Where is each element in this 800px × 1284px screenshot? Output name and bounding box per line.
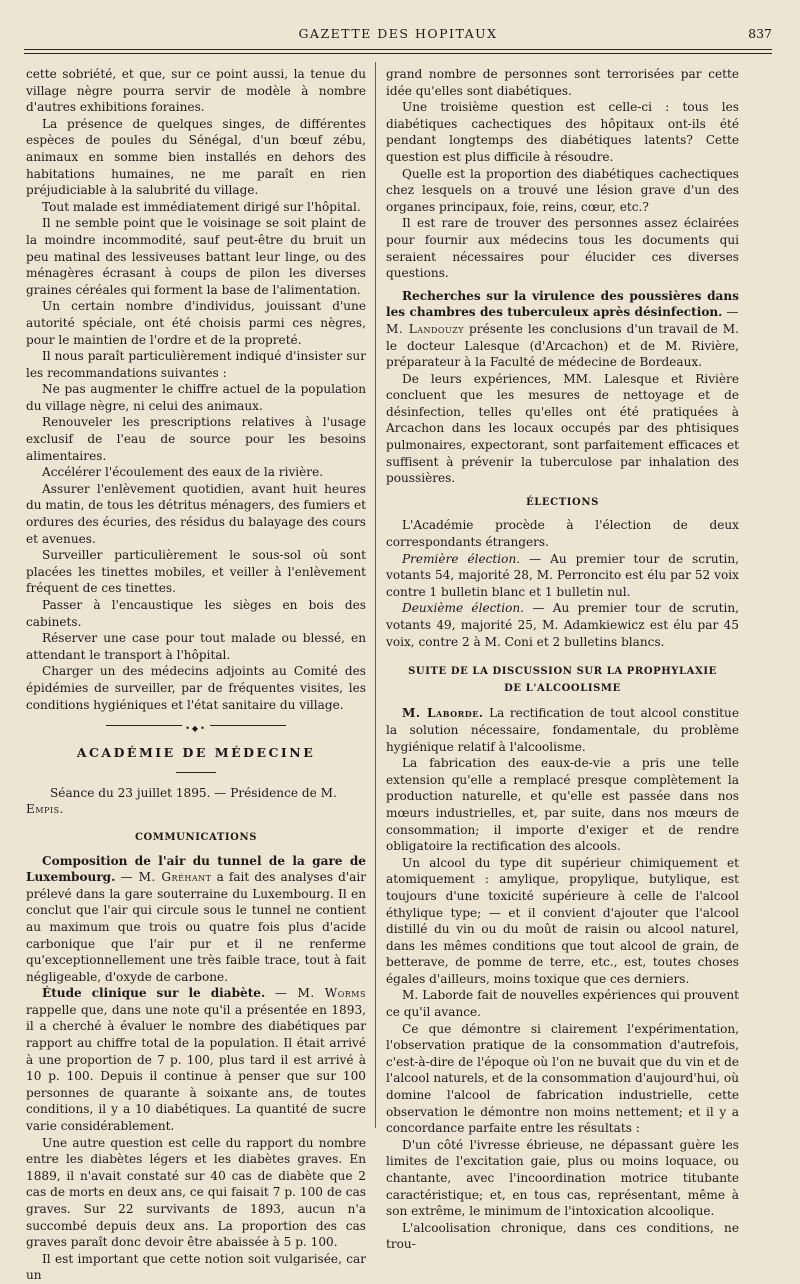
session-line: Séance du 23 juillet 1895. — Présidence de M. Empis.	[26, 785, 337, 817]
ornament-divider: •◆•	[26, 721, 366, 731]
paragraph: La fabrication des eaux-de-vie a pris une telle extension qu'elle a remplacé presque complètement la production naturelle, et qu'elle est passée dans nos mœurs industrielles, et, par suite, dans nos mœurs de consommation; il importe d'exiger et de rendre obligatoire la rectification des alcools.	[386, 756, 739, 854]
left-column	[26, 66, 366, 1284]
short-rule	[176, 772, 216, 773]
paragraph: Une troisième question est celle-ci : tous les diabétiques cachectiques des hôpitaux ont-ils été pendant longtemps des diabétiques latents? Cette question est plus difficile à résoudre.	[386, 100, 739, 164]
paragraph: Un certain nombre d'individus, jouissant d'une autorité spéciale, ont été choisis parmi ces nègres, pour le maintien de l'ordre et de la propreté.	[26, 299, 366, 347]
paragraph: Il nous paraît particulièrement indiqué d'insister sur les recommandations suivantes :	[26, 349, 366, 380]
right-column	[386, 66, 739, 1253]
author: M. Laborde.	[402, 706, 484, 721]
page-header	[24, 26, 772, 46]
president-name: Empis	[26, 802, 60, 817]
paragraph: Ce que démontre si clairement l'expérimentation, l'observation pratique de la consommation d'autrefois, c'est-à-dire de l'époque où l'on ne buvait que du vin et de l'alcool naturels, et de la consommation d'aujourd'hui, où domine l'alcool de fabrication industrielle, cette observation le démontre non moins nettement; et il y a concordance parfaite entre les résultats :	[386, 1021, 739, 1136]
communication-diabete: Étude clinique sur le diabète. — M. Worms rappelle que, dans une note qu'il a présentée en 1893, il a cherché à évaluer le nombre des diabétiques par rapport au chiffre total de la population. Il était arrivé à une proportion de 7 p. 100, plus tard il est arrivé à 10 p. 100. Depuis il continue à penser que sur 100 personnes de quarante à soixante ans, de toutes conditions, il y a 10 diabétiques. La quantité de sucre varie considérablement.	[26, 986, 366, 1134]
recommendation: Passer à l'encaustique les sièges en bois des cabinets.	[26, 598, 366, 629]
recommendation: Réserver une case pour tout malade ou blessé, en attendant le transport à l'hôpital.	[26, 631, 366, 662]
paragraph: D'un côté l'ivresse ébrieuse, ne dépassant guère les limites de l'excitation gaie, plus ou moins loquace, ou chantante, avec l'incoordination motrice titubante caractéristique; et, en tous cas, représentant, même à son extrême, le minimum de l'intoxication alcoolique.	[386, 1137, 739, 1219]
recommendation: Surveiller particulièrement le sous-sol où sont placées les tinettes mobiles, et veiller à l'enlèvement fréquent de ces tinettes.	[26, 548, 366, 596]
paragraph: Il est important que cette notion soit vulgarisée, car un	[26, 1251, 366, 1283]
paragraph: Il ne semble point que le voisinage se soit plaint de la moindre incommodité, sauf peut-être du bruit un peu matinal des lessiveuses battant leur linge, ou des ménagères écrasant à coups de pilon les diverses graines céréales qui forment la base de l'alimentation.	[26, 216, 366, 297]
page-number: 837	[748, 26, 772, 41]
section-title: ACADÉMIE DE MÉDECINE	[76, 745, 316, 761]
author: — M. Gréhant	[120, 870, 212, 885]
communication-title: Recherches sur la virulence des poussières dans les chambres des tuberculeux après désinfection.	[386, 288, 739, 320]
publication-title: GAZETTE DES HOPITAUX	[298, 26, 498, 41]
paragraph: cette sobriété, et que, sur ce point aussi, la tenue du village nègre pourra servir de modèle à nombre d'autres exhibitions foraines.	[26, 67, 366, 115]
paragraph: La présence de quelques singes, de différentes espèces de poules du Sénégal, d'un bœuf zébu, animaux en somme bien installés en dehors des habitations humaines, ne me paraît en rien préjudiciable à la salubrité du village.	[26, 116, 366, 198]
communication-title: Étude clinique sur le diabète.	[42, 986, 266, 1001]
paragraph: Il est rare de trouver des personnes assez éclairées pour fournir aux médecins tous les documents qui seraient nécessaires pour élucider ces diverses questions.	[386, 216, 739, 281]
paragraph: L'Académie procède à l'élection de deux correspondants étrangers.	[386, 518, 739, 550]
election-second: Deuxième élection. — Au premier tour de scrutin, votants 49, majorité 25, M. Adamkiewicz est élu par 45 voix, contre 2 à M. Coni et 2 bulletins blancs.	[386, 601, 739, 649]
recommendation: Renouveler les prescriptions relatives à l'usage exclusif de l'eau de source pour les besoins alimentaires.	[26, 415, 366, 463]
discussion-title-line2: DE L'ALCOOLISME	[504, 682, 621, 694]
header-rule-thin	[24, 53, 772, 54]
paragraph: Un alcool du type dit supérieur chimiquement et atomiquement : amylique, propylique, butylique, est toujours d'une toxicité supérieure à celle de l'alcool éthylique type; — et il convient d'ajouter que l'alcool distillé du vin ou du moût de raisin ou alcool naturel, dans les mêmes conditions que tout alcool de grain, de betterave, de pomme de terre, etc., est, toutes choses égales d'ailleurs, moins toxique que ces derniers.	[386, 855, 739, 986]
elections-title: ÉLECTIONS	[526, 496, 599, 508]
column-divider	[375, 62, 376, 1128]
communication-tuberculeux: Recherches sur la virulence des poussières dans les chambres des tuberculeux après désinfection. — M. Landouzy présente les conclusions d'un travail de M. le docteur Lalesque (d'Arcachon) et de M. Rivière, préparateur à la Faculté de médecine de Bordeaux.	[386, 288, 740, 370]
communication-luxembourg: Composition de l'air du tunnel de la gare de Luxembourg. — M. Gréhant a fait des analyses d'air prélevé dans la gare souterraine du Luxembourg. Il en conclut que l'air qui circule sous le tunnel ne contient au maximum que trois ou quatre fois plus d'acide carbonique que l'air pur et il ne renferme qu'exceptionnellement une très faible trace, tout à fait négligeable, d'oxyde de carbone.	[26, 853, 366, 984]
paragraph: Une autre question est celle du rapport du nombre entre les diabètes légers et les diabètes graves. En 1889, il n'avait constaté sur 40 cas de diabète que 2 cas de morts en deux ans, ce qui faisait 7 p. 100 de cas graves. Sur 22 survivants de 1893, aucun n'a succombé depuis deux ans. La proportion des cas graves paraît donc devoir être abaissée à 5 p. 100.	[26, 1135, 366, 1250]
discussion-title-line1: SUITE DE LA DISCUSSION SUR LA PROPHYLAXIE	[408, 666, 717, 678]
paragraph: De leurs expériences, MM. Lalesque et Rivière concluent que les mesures de nettoyage et de désinfection, telles qu'elles ont été pratiquées à Arcachon dans les locaux occupés par des phtisiques pulmonaires, expectorant, sont parfaitement efficaces et suffisent à prévenir la tuberculose par inhalation des poussières.	[386, 371, 739, 486]
recommendation: Assurer l'enlèvement quotidien, avant huit heures du matin, de tous les détritus ménagers, des fumiers et ordures des écuries, des résidus du balayage des cours et avenues.	[26, 481, 366, 546]
paragraph: grand nombre de personnes sont terrorisées par cette idée qu'elles sont diabétiques.	[386, 67, 739, 98]
communications-title: COMMUNICATIONS	[134, 831, 258, 843]
author: — M. Worms	[274, 986, 366, 1001]
author: — M. Landouzy	[386, 305, 739, 336]
header-rule-thick	[24, 49, 772, 50]
recommendation: Accélérer l'écoulement des eaux de la rivière.	[42, 465, 324, 480]
paragraph: M. Laborde fait de nouvelles expériences qui prouvent ce qu'il avance.	[386, 988, 739, 1020]
paragraph: Quelle est la proportion des diabétiques cachectiques chez lesquels on a trouvé une lésion grave d'un des organes principaux, foie, reins, cœur, etc.?	[386, 166, 739, 214]
election-first: Première élection. — Au premier tour de scrutin, votants 54, majorité 28, M. Perroncito est élu par 52 voix contre 1 bulletin blanc et 1 bulletin nul.	[386, 551, 739, 599]
laborde-intro: M. Laborde. La rectification de tout alcool constitue la solution nécessaire, fondamentale, du problème hygiénique relatif à l'alcoolisme.	[386, 706, 739, 754]
recommendation: Ne pas augmenter le chiffre actuel de la population du village nègre, ni celui des animaux.	[26, 382, 366, 413]
paragraph: Tout malade est immédiatement dirigé sur l'hôpital.	[42, 199, 361, 214]
communication-title: Composition de l'air du tunnel de la gare de Luxembourg.	[26, 853, 366, 885]
paragraph: L'alcoolisation chronique, dans ces conditions, ne trou-	[386, 1220, 739, 1252]
recommendation: Charger un des médecins adjoints au Comité des épidémies de surveiller, par de fréquentes visites, les conditions hygiéniques et l'état sanitaire du village.	[26, 664, 366, 712]
